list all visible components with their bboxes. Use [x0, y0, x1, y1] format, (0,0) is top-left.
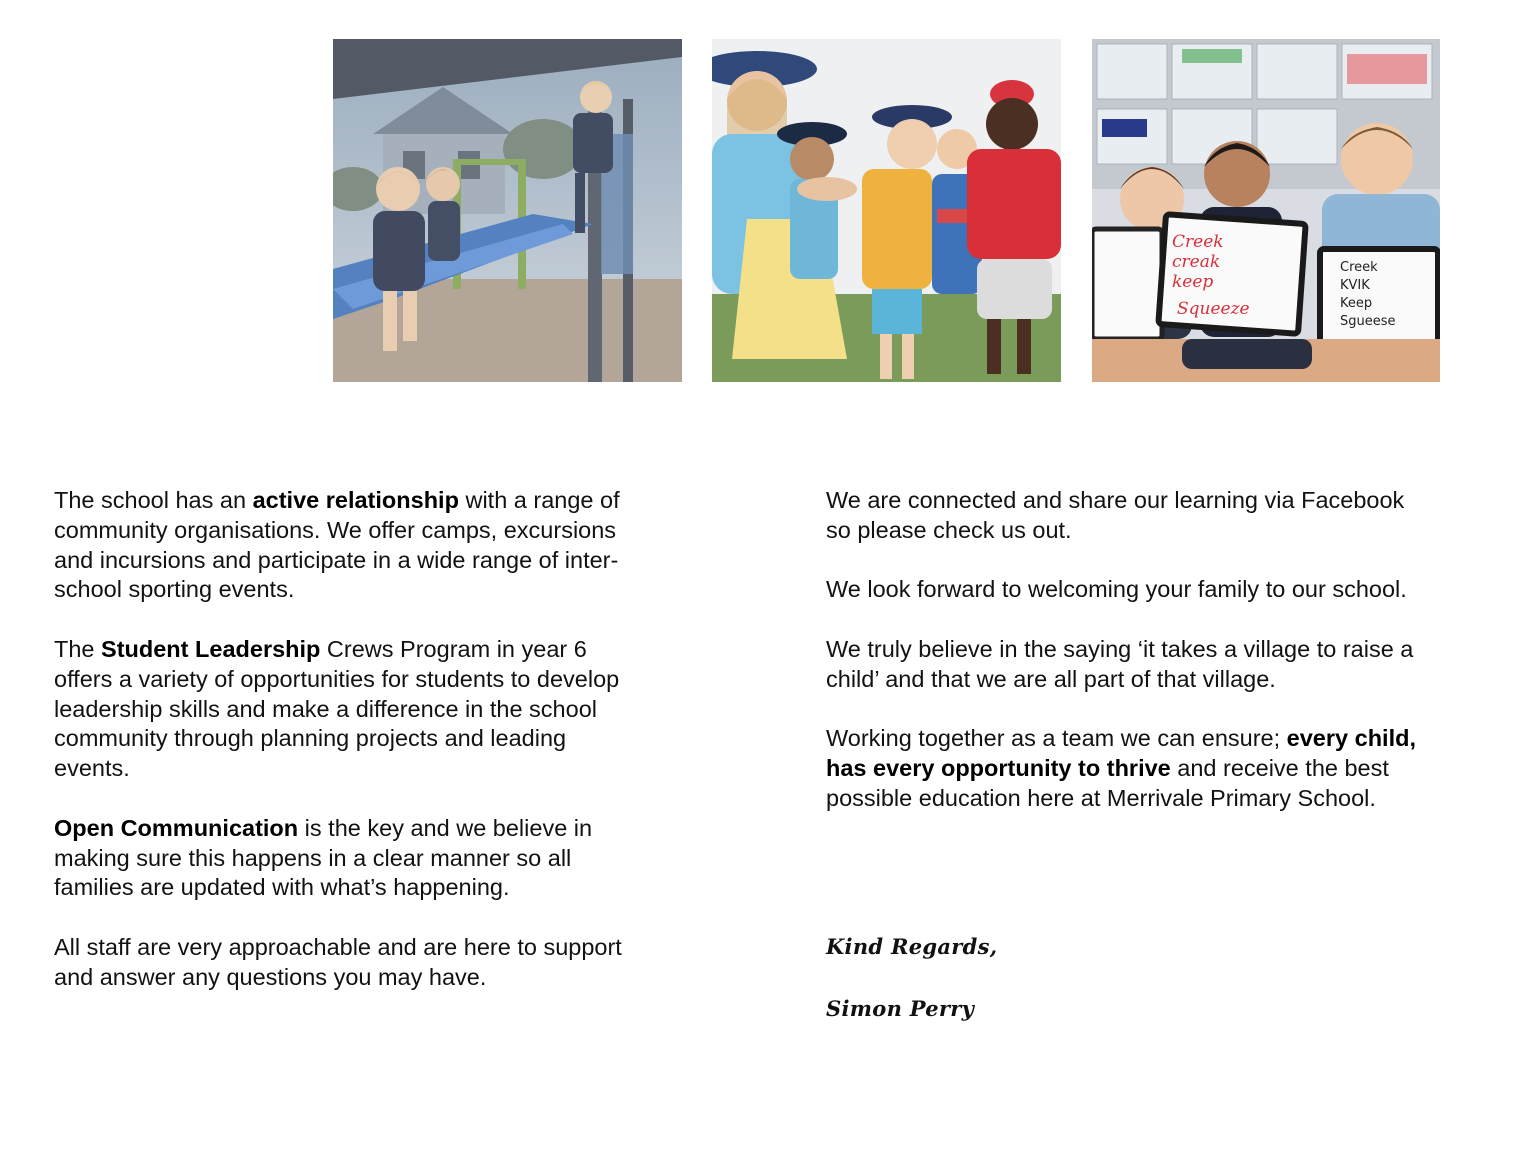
left-text-column — [54, 486, 624, 1022]
active-relationship-emphasis: active relationship — [252, 487, 459, 513]
students-celebrating-photo — [712, 39, 1061, 382]
open-communication-paragraph: Open Communication is the key and we believe in making sure this happens in a clear manner so all families are updated with what’s happening. — [54, 814, 593, 901]
sign-off-regards: Kind Regards, — [826, 934, 998, 959]
whiteboard-2-line-2: KVIK — [1340, 278, 1370, 293]
whiteboard-1-line-3: keep — [1172, 272, 1214, 292]
village-paragraph: We truly believe in the saying ‘it takes a village to raise a child’ and that we are all part of that village. — [826, 635, 1414, 692]
right-text-column — [826, 486, 1426, 844]
staff-paragraph: All staff are very approachable and are here to support and answer any questions you may have. — [54, 933, 622, 990]
open-communication-emphasis: Open Communication — [54, 814, 299, 841]
whiteboard-2-line-1: Creek — [1340, 260, 1378, 275]
every-child-emphasis: every child, has every opportunity to thrive — [826, 725, 1416, 782]
student-leadership-paragraph: The Student Leadership Crews Program in year 6 offers a variety of opportunities for students to develop leadership skills and make a difference in the school community through planning projects and leading events. — [54, 635, 620, 782]
welcome-paragraph: We look forward to welcoming your family to our school. — [826, 576, 1407, 603]
student-leadership-emphasis: Student Leadership — [101, 635, 321, 662]
community-paragraph: The school has an active relationship with a range of community organisations. We offer camps, excursions and incursions and participate in a wide range of inter-school sporting events. — [54, 487, 620, 603]
teamwork-paragraph: Working together as a team we can ensure; every child, has every opportunity to thrive and receive the best possible education here at Merrivale Primary School. — [826, 725, 1416, 811]
whiteboard-2-line-4: Sgueese — [1340, 314, 1396, 329]
whiteboard-1-line-1: Creek — [1172, 232, 1224, 252]
facebook-paragraph: We are connected and share our learning via Facebook so please check us out. — [826, 487, 1405, 543]
whiteboard-2-line-3: Keep — [1340, 296, 1373, 311]
signature-name: Simon Perry — [826, 996, 975, 1021]
whiteboard-1-line-4: Squeeze — [1177, 299, 1250, 319]
playground-photo — [333, 39, 682, 382]
whiteboard-1-line-2: creak — [1172, 252, 1221, 272]
classroom-whiteboards-photo — [1092, 39, 1440, 382]
